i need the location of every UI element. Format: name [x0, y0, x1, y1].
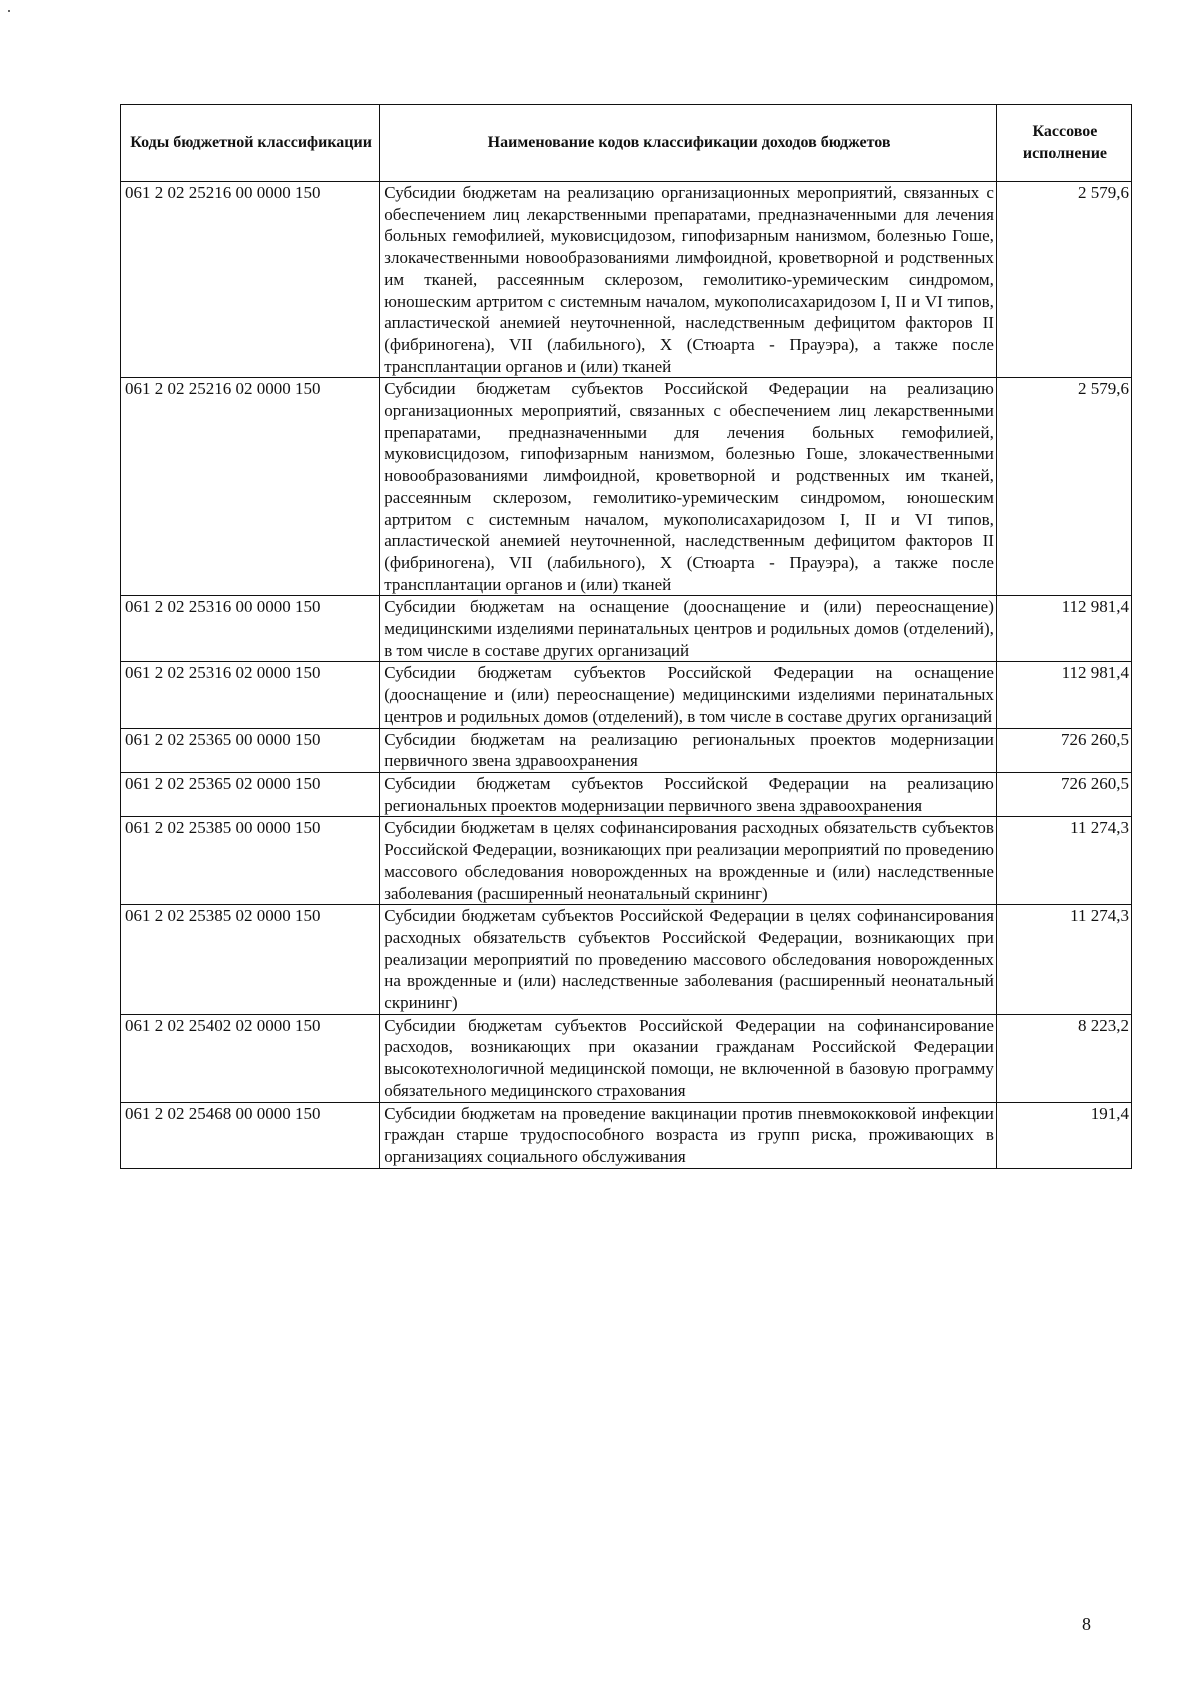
- row-name: Субсидии бюджетам на реализацию организационных мероприятий, связанных с обеспечением лиц лекарственными препаратами, предназначенными для лечения больных гемофилией, муковисцидозом, гипофизарным нанизмом, болезнью Гоше, злокачественными новообразованиями лимфоидной, кроветворной и родственных им тканей, рассеянным склерозом, гемолитико-уремическим синдромом, юношеским артритом с системным началом, мукополисахаридозом I, II и VI типов, апластической анемией неуточненной, наследственным дефицитом факторов II (фибриногена), VII (лабильного), X (Стюарта - Прауэра), а также после трансплантации органов и (или) тканей: [380, 182, 997, 378]
- row-name: Субсидии бюджетам на оснащение (дооснащение и (или) переоснащение) медицинскими изделиями перинатальных центров и родильных домов (отделений), в том числе в составе других организаций: [380, 596, 997, 662]
- table-row: [121, 728, 1132, 772]
- table-row: [121, 1014, 1132, 1102]
- row-name: Субсидии бюджетам субъектов Российской Федерации на софинансирование расходов, возникающих при оказании гражданам Российской Федерации высокотехнологичной медицинской помощи, не включенной в базовую программу обязательного медицинского страхования: [380, 1014, 997, 1102]
- row-code: 061 2 02 25402 02 0000 150: [121, 1014, 380, 1102]
- row-amount: 112 981,4: [996, 662, 1131, 728]
- row-name: Субсидии бюджетам в целях софинансирования расходных обязательств субъектов Российской Федерации, возникающих при реализации мероприятий по проведению массового обследования новорожденных на врожденные и (или) наследственные заболевания (расширенный неонатальный скрининг): [380, 817, 997, 905]
- table-row: [121, 596, 1132, 662]
- row-name: Субсидии бюджетам на проведение вакцинации против пневмококковой инфекции граждан старше трудоспособного возраста из групп риска, проживающих в организациях социального обслуживания: [380, 1102, 997, 1168]
- table-row: [121, 182, 1132, 378]
- row-name: Субсидии бюджетам субъектов Российской Федерации на оснащение (дооснащение и (или) переоснащение) медицинскими изделиями перинатальных центров и родильных домов (отделений), в том числе в составе других организаций: [380, 662, 997, 728]
- header-code: Коды бюджетной классификации: [121, 105, 380, 182]
- row-amount: 191,4: [996, 1102, 1131, 1168]
- budget-classification-table: [120, 104, 1132, 1169]
- row-amount: 11 274,3: [996, 905, 1131, 1015]
- row-amount: 2 579,6: [996, 378, 1131, 596]
- scan-speck: [8, 10, 10, 12]
- row-amount: 112 981,4: [996, 596, 1131, 662]
- row-name: Субсидии бюджетам субъектов Российской Федерации в целях софинансирования расходных обязательств субъектов Российской Федерации, возникающих при реализации мероприятий по проведению массового обследования новорожденных на врожденные и (или) наследственные заболевания (расширенный неонатальный скрининг): [380, 905, 997, 1015]
- header-amount: Кассовое исполнение: [996, 105, 1131, 182]
- row-amount: 726 260,5: [996, 772, 1131, 816]
- row-code: 061 2 02 25316 02 0000 150: [121, 662, 380, 728]
- table-row: [121, 378, 1132, 596]
- table-row: [121, 772, 1132, 816]
- row-amount: 11 274,3: [996, 817, 1131, 905]
- row-name: Субсидии бюджетам на реализацию региональных проектов модернизации первичного звена здравоохранения: [380, 728, 997, 772]
- table-row: [121, 662, 1132, 728]
- header-name: Наименование кодов классификации доходов бюджетов: [380, 105, 997, 182]
- row-code: 061 2 02 25365 02 0000 150: [121, 772, 380, 816]
- row-name: Субсидии бюджетам субъектов Российской Федерации на реализацию организационных мероприятий, связанных с обеспечением лиц лекарственными препаратами, предназначенными для лечения больных гемофилией, муковисцидозом, гипофизарным нанизмом, болезнью Гоше, злокачественными новообразованиями лимфоидной, кроветворной и родственных им тканей, рассеянным склерозом, гемолитико-уремическим синдромом, юношеским артритом с системным началом, мукополисахаридозом I, II и VI типов, апластической анемией неуточненной, наследственным дефицитом факторов II (фибриногена), VII (лабильного), X (Стюарта - Прауэра), а также после трансплантации органов и (или) тканей: [380, 378, 997, 596]
- row-amount: 8 223,2: [996, 1014, 1131, 1102]
- row-code: 061 2 02 25468 00 0000 150: [121, 1102, 380, 1168]
- table-row: [121, 1102, 1132, 1168]
- row-code: 061 2 02 25385 02 0000 150: [121, 905, 380, 1015]
- table-row: [121, 817, 1132, 905]
- row-code: 061 2 02 25365 00 0000 150: [121, 728, 380, 772]
- table-row: [121, 905, 1132, 1015]
- row-code: 061 2 02 25316 00 0000 150: [121, 596, 380, 662]
- row-name: Субсидии бюджетам субъектов Российской Федерации на реализацию региональных проектов модернизации первичного звена здравоохранения: [380, 772, 997, 816]
- row-amount: 2 579,6: [996, 182, 1131, 378]
- page-number: 8: [1082, 1614, 1091, 1634]
- row-code: 061 2 02 25216 02 0000 150: [121, 378, 380, 596]
- row-amount: 726 260,5: [996, 728, 1131, 772]
- row-code: 061 2 02 25216 00 0000 150: [121, 182, 380, 378]
- row-code: 061 2 02 25385 00 0000 150: [121, 817, 380, 905]
- table-header-row: [121, 105, 1132, 182]
